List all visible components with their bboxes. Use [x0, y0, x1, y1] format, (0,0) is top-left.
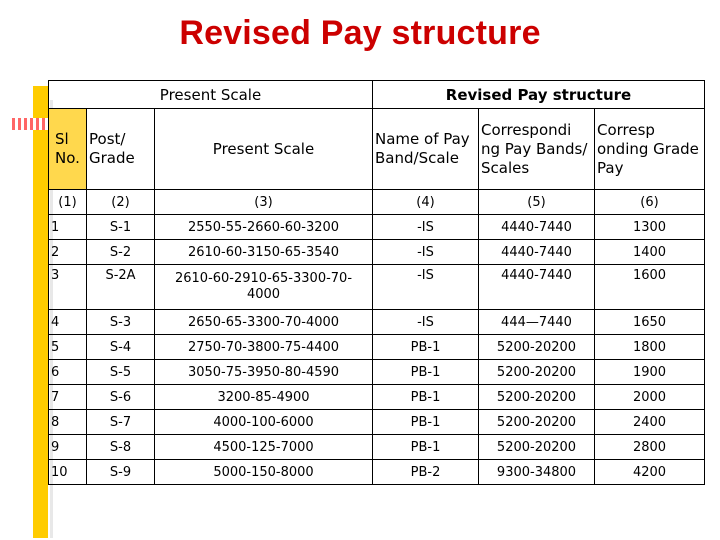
cell-band-name: PB-1 [373, 360, 479, 385]
decorative-bar [33, 86, 48, 538]
col-number: (6) [595, 190, 705, 215]
cell-band-name: PB-1 [373, 335, 479, 360]
cell-band-name: -IS [373, 215, 479, 240]
table-row [49, 215, 705, 240]
cell-scale: 3200-85-4900 [155, 385, 373, 410]
col-number: (1) [49, 190, 87, 215]
cell-sl: 10 [49, 460, 87, 485]
cell-band: 4440-7440 [479, 240, 595, 265]
cell-band: 444—7440 [479, 310, 595, 335]
cell-scale: 4500-125-7000 [155, 435, 373, 460]
cell-post: S-6 [87, 385, 155, 410]
cell-sl: 5 [49, 335, 87, 360]
cell-post: S-2A [87, 265, 155, 310]
cell-scale: 3050-75-3950-80-4590 [155, 360, 373, 385]
cell-sl: 2 [49, 240, 87, 265]
cell-sl: 9 [49, 435, 87, 460]
cell-grade-pay: 4200 [595, 460, 705, 485]
header-post-grade: Post/ Grade [87, 109, 155, 190]
cell-sl: 3 [49, 265, 87, 310]
cell-scale: 2610-60-2910-65-3300-70-4000 [155, 265, 373, 310]
table-row [49, 335, 705, 360]
cell-post: S-9 [87, 460, 155, 485]
cell-grade-pay: 2400 [595, 410, 705, 435]
cell-band: 5200-20200 [479, 385, 595, 410]
cell-grade-pay: 2000 [595, 385, 705, 410]
cell-band: 4440-7440 [479, 265, 595, 310]
table-row [49, 435, 705, 460]
cell-band: 5200-20200 [479, 335, 595, 360]
table-row [49, 310, 705, 335]
cell-scale: 2550-55-2660-60-3200 [155, 215, 373, 240]
column-number-row [49, 190, 705, 215]
group-revised-pay: Revised Pay structure [373, 81, 705, 109]
cell-band: 5200-20200 [479, 435, 595, 460]
table-row [49, 360, 705, 385]
cell-grade-pay: 1400 [595, 240, 705, 265]
header-grade-pay: Corresp onding Grade Pay [595, 109, 705, 190]
cell-post: S-5 [87, 360, 155, 385]
table-row [49, 240, 705, 265]
cell-sl: 6 [49, 360, 87, 385]
cell-post: S-4 [87, 335, 155, 360]
cell-band: 9300-34800 [479, 460, 595, 485]
cell-post: S-1 [87, 215, 155, 240]
cell-band-name: PB-2 [373, 460, 479, 485]
cell-grade-pay: 1800 [595, 335, 705, 360]
cell-band-name: -IS [373, 240, 479, 265]
cell-band-name: PB-1 [373, 385, 479, 410]
cell-scale: 2750-70-3800-75-4400 [155, 335, 373, 360]
table-row [49, 460, 705, 485]
table-row [49, 410, 705, 435]
cell-band-name: -IS [373, 265, 479, 310]
cell-scale: 4000-100-6000 [155, 410, 373, 435]
cell-band: 5200-20200 [479, 410, 595, 435]
cell-scale: 2650-65-3300-70-4000 [155, 310, 373, 335]
cell-scale: 5000-150-8000 [155, 460, 373, 485]
pay-structure-table [48, 80, 705, 485]
cell-post: S-7 [87, 410, 155, 435]
cell-post: S-2 [87, 240, 155, 265]
cell-scale: 2610-60-3150-65-3540 [155, 240, 373, 265]
cell-band: 4440-7440 [479, 215, 595, 240]
page-title: Revised Pay structure [179, 14, 541, 52]
header-sl-no: Sl No. [49, 109, 87, 190]
header-band-name: Name of Pay Band/Scale [373, 109, 479, 190]
cell-grade-pay: 2800 [595, 435, 705, 460]
cell-grade-pay: 1300 [595, 215, 705, 240]
cell-sl: 7 [49, 385, 87, 410]
cell-grade-pay: 1900 [595, 360, 705, 385]
cell-sl: 4 [49, 310, 87, 335]
column-header-row [49, 109, 705, 190]
col-number: (3) [155, 190, 373, 215]
cell-band-name: PB-1 [373, 435, 479, 460]
cell-sl: 8 [49, 410, 87, 435]
cell-post: S-8 [87, 435, 155, 460]
table-row [49, 385, 705, 410]
cell-post: S-3 [87, 310, 155, 335]
header-pay-bands: Correspondi ng Pay Bands/ Scales [479, 109, 595, 190]
header-present-scale: Present Scale [155, 109, 373, 190]
table-row [49, 265, 705, 310]
cell-grade-pay: 1650 [595, 310, 705, 335]
col-number: (4) [373, 190, 479, 215]
col-number: (2) [87, 190, 155, 215]
cell-sl: 1 [49, 215, 87, 240]
cell-band-name: -IS [373, 310, 479, 335]
cell-band: 5200-20200 [479, 360, 595, 385]
cell-band-name: PB-1 [373, 410, 479, 435]
cell-grade-pay: 1600 [595, 265, 705, 310]
group-present-scale: Present Scale [49, 81, 373, 109]
group-header-row [49, 81, 705, 109]
col-number: (5) [479, 190, 595, 215]
